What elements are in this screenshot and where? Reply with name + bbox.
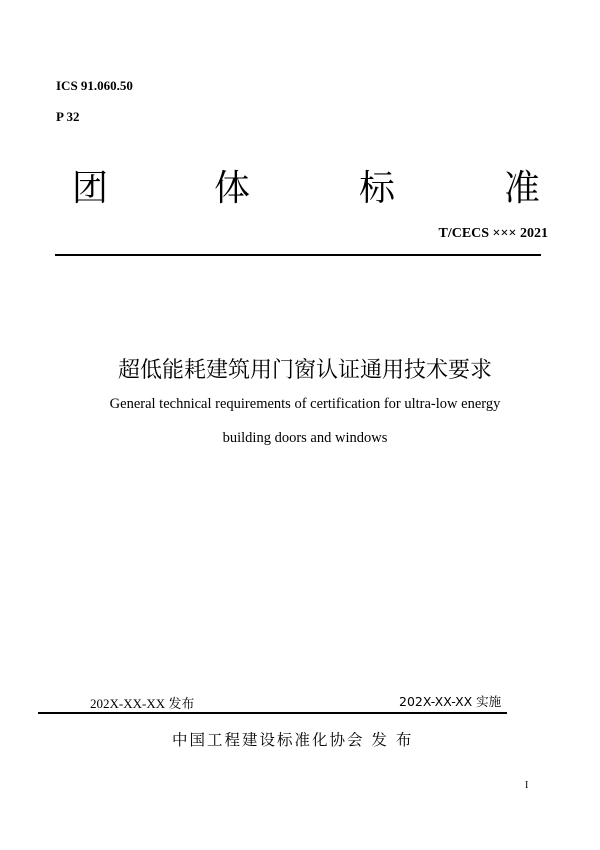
standard-type-char-2: 体 — [214, 168, 251, 209]
standard-number-text: T/CECS ××× 2021 — [438, 226, 548, 241]
publisher: 中国工程建设标准化协会 发 布 — [172, 731, 414, 749]
publish-date: 202X-XX-XX 发布 — [90, 696, 195, 711]
ics-code: ICS 91.060.50 — [56, 78, 133, 93]
standard-type-char-4: 准 — [504, 168, 541, 209]
title-en-line2: building doors and windows — [222, 430, 388, 446]
title-zh: 超低能耗建筑用门窗认证通用技术要求 — [117, 358, 492, 383]
page-number: I — [525, 780, 529, 791]
standard-type-char-3: 标 — [359, 168, 396, 209]
standard-number — [438, 226, 548, 242]
standard-type-char-1: 团 — [72, 168, 109, 209]
title-en-line1: General technical requirements of certification for ultra-low energy — [109, 396, 501, 412]
top-rule — [55, 254, 541, 256]
implement-date: 202X-XX-XX 实施 — [399, 694, 502, 709]
ccs-code: P 32 — [56, 109, 80, 124]
bottom-rule — [38, 712, 507, 714]
